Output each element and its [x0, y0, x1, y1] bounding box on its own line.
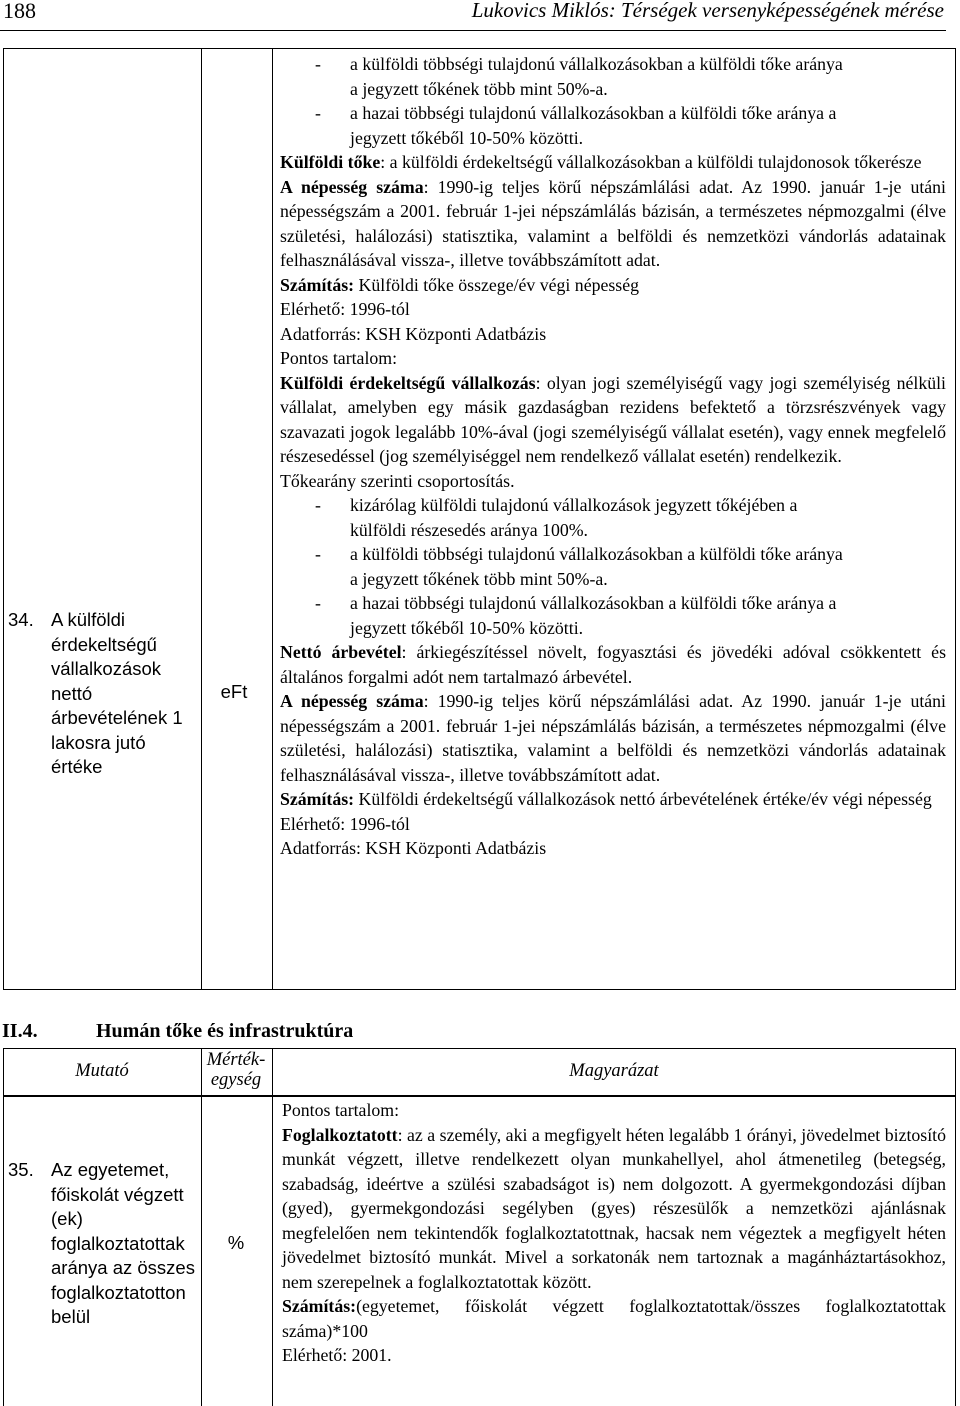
indicator-35-explanation: Pontos tartalom: Foglalkoztatott: az a személy, aki a megfigyelt héten legalább 1 órányi, jövedelmet biztosító munkát végzett, illetve rendelkezett olyan munkahellyel, ahol átmenetileg (betegség, szabadság, ideértve a szülési szabadságot is) nem dolgozott. A gyermekgondozási díjban (gyed), gyermekgondozási segélyben (gyes) részesülők a nemzetközi ajánlásnak megfelelően nem tekintendők foglalkoztatottnak, hacsak nem végeztek a megfigyelt héten jövedelmet biztosító munkát. Mivel a sorkatonák nem tartoznak a magánháztartásokhoz, nem szerepelnek a foglalkoztatottak között. Számítás:(egyetemet, főiskolát végzett foglalkoztatottak/összes foglalkoztatottak száma)*100 Elérhető: 2001.	[282, 1100, 946, 1365]
section-title: Humán tőke és infrastruktúra	[96, 1020, 354, 1042]
indicator-number: 34.	[8, 609, 34, 630]
section-number: II.4.	[2, 1020, 38, 1042]
header-magyarazat: Magyarázat	[569, 1061, 659, 1081]
page-number: 188	[3, 0, 36, 23]
indicator-35-unit: %	[227, 1232, 245, 1253]
header-mutato: Mutató	[75, 1061, 129, 1081]
page-header	[0, 0, 946, 31]
header-mertekegyseg: Mérték- egység	[206, 1050, 266, 1090]
indicator-34-explanation: - a külföldi többségi tulajdonú vállalkozásokban a külföldi tőke aránya a jegyzett tőkének több mint 50%-a. - a hazai többségi tulajdonú vállalkozásokban a külföldi tőke aránya a jegyzett tőkéből 10-50% közötti. Külföldi tőke: a külföldi érdekeltségű vállalkozásokban a külföldi tulajdonosok tőkerésze A népesség száma: 1990-ig teljes körű népszámlálási adat. Az 1990. január 1-je utáni népességszám a 2001. február 1-jei népszámlálás bázisán, a természetes népmozgalmi (élve születési, halálozási) statisztika, valamint a belföldi és nemzetközi vándorlás adatainak felhasználásával vissza-, illetve továbbszámított adat. Számítás: Külföldi tőke összege/év végi népesség Elérhető: 1996-tól Adatforrás: KSH Központi Adatbázis Pontos tartalom: Külföldi érdekeltségű vállalkozás: olyan jogi személyiségű vagy jogi személyiség nélküli vállalat, amelyben egy másik gazdaságban rezidens befektető a törzsrészvények vagy szavazati jogok legalább 10%-ával (jogi személyiségű vállalat esetén), vagy ennek megfelelő részesedéssel (jog személyiséggel nem rendelkező vállalat esetén) rendelkezik. Tőkearány szerinti csoportosítás. - kizárólag külföldi tulajdonú vállalkozások jegyzett tőkéjében a külföldi részesedés aránya 100%. - a külföldi többségi tulajdonú vállalkozásokban a külföldi tőke aránya a jegyzett tőkének több mint 50%-a. - a hazai többségi tulajdonú vállalkozásokban a külföldi tőke aránya a jegyzett tőkéből 10-50% közötti. Nettó árbevétel: árkiegészítéssel növelt, fogyasztási és jövedéki adóval csökkentett és általános forgalmi adót nem tartalmazó árbevétel. A népesség száma: 1990-ig teljes körű népszámlálási adat. Az 1990. január 1-je utáni népességszám a 2001. február 1-jei népszámlálás bázisán, a természetes népmozgalmi (élve születési, halálozási) statisztika, valamint a belföldi és nemzetközi vándorlás adatainak felhasználásával vissza-, illetve továbbszámított adat. Számítás: Külföldi érdekeltségű vállalkozások nettó árbevételének értéke/év végi népesség Elérhető: 1996-tól Adatforrás: KSH Központi Adatbázis	[280, 54, 946, 858]
indicator-34-unit: eFt	[220, 681, 248, 702]
running-title: Lukovics Miklós: Térségek versenyképességének mérése	[471, 0, 944, 22]
indicator-number: 35.	[8, 1159, 34, 1180]
